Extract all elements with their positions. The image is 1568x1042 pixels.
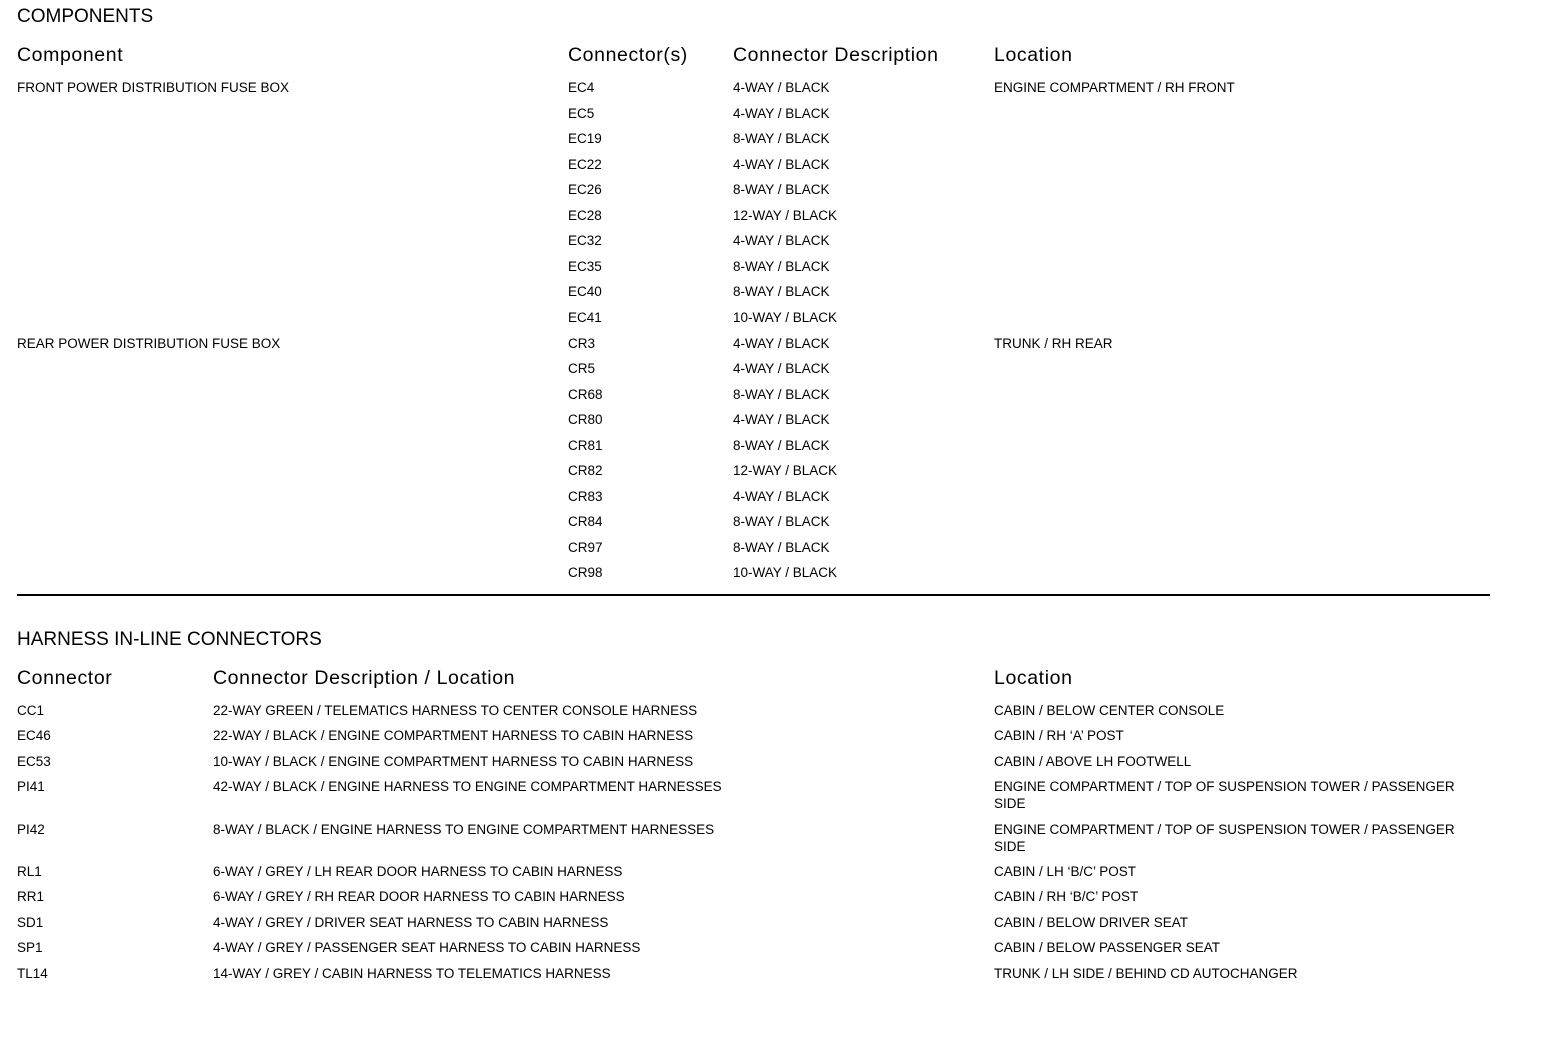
connector-id-cell: EC35	[568, 259, 602, 274]
connector-id-cell: PI42	[17, 822, 45, 837]
connector-description-cell: 42-WAY / BLACK / ENGINE HARNESS TO ENGINE COMPARTMENT HARNESSES	[213, 779, 722, 794]
connector-id-cell: EC4	[568, 80, 595, 95]
connector-id-cell: EC40	[568, 284, 602, 299]
connector-description-cell: 4-WAY / BLACK	[733, 336, 830, 351]
connector-id-cell: RL1	[17, 864, 42, 879]
location-cell: CABIN / RH ‘A’ POST	[994, 728, 1124, 743]
location-cell: CABIN / ABOVE LH FOOTWELL	[994, 754, 1192, 769]
harness-header-description: Connector Description / Location	[213, 667, 516, 689]
location-cell: CABIN / RH ‘B/C’ POST	[994, 889, 1139, 904]
connector-description-cell: 4-WAY / GREY / DRIVER SEAT HARNESS TO CABIN HARNESS	[213, 915, 609, 930]
connector-id-cell: CR3	[568, 336, 596, 351]
location-cell: CABIN / BELOW PASSENGER SEAT	[994, 940, 1221, 955]
connector-id-cell: CR81	[568, 438, 603, 453]
connector-description-cell: 4-WAY / BLACK	[733, 106, 830, 121]
components-header-connectors: Connector(s)	[568, 44, 688, 66]
components-header-description: Connector Description	[733, 44, 939, 66]
connector-id-cell: RR1	[17, 889, 45, 904]
connector-id-cell: CR83	[568, 489, 603, 504]
harness-header-connector: Connector	[17, 667, 113, 689]
connector-id-cell: EC19	[568, 131, 602, 146]
connector-description-cell: 22-WAY GREEN / TELEMATICS HARNESS TO CENTER CONSOLE HARNESS	[213, 703, 698, 718]
connector-id-cell: CC1	[17, 703, 45, 718]
connector-description-cell: 4-WAY / GREY / PASSENGER SEAT HARNESS TO CABIN HARNESS	[213, 940, 641, 955]
connector-description-cell: 4-WAY / BLACK	[733, 489, 830, 504]
connector-id-cell: EC5	[568, 106, 595, 121]
connector-id-cell: CR84	[568, 514, 603, 529]
connector-id-cell: SD1	[17, 915, 44, 930]
connector-description-cell: 8-WAY / BLACK	[733, 387, 830, 402]
connector-id-cell: EC26	[568, 182, 602, 197]
connector-description-cell: 4-WAY / BLACK	[733, 80, 830, 95]
connector-id-cell: EC28	[568, 208, 602, 223]
component-name-cell: REAR POWER DISTRIBUTION FUSE BOX	[17, 336, 281, 351]
connector-description-cell: 4-WAY / BLACK	[733, 233, 830, 248]
connector-description-cell: 12-WAY / BLACK	[733, 463, 838, 478]
connector-id-cell: EC46	[17, 728, 51, 743]
connector-id-cell: SP1	[17, 940, 43, 955]
connector-description-cell: 22-WAY / BLACK / ENGINE COMPARTMENT HARNESS TO CABIN HARNESS	[213, 728, 694, 743]
connector-description-cell: 6-WAY / GREY / RH REAR DOOR HARNESS TO CABIN HARNESS	[213, 889, 625, 904]
location-cell: ENGINE COMPARTMENT / RH FRONT	[994, 80, 1235, 95]
connector-description-cell: 10-WAY / BLACK / ENGINE COMPARTMENT HARNESS TO CABIN HARNESS	[213, 754, 694, 769]
connector-description-cell: 8-WAY / BLACK / ENGINE HARNESS TO ENGINE COMPARTMENT HARNESSES	[213, 822, 715, 837]
components-header-component: Component	[17, 44, 124, 66]
harness-title: HARNESS IN-LINE CONNECTORS	[17, 629, 322, 650]
connector-description-cell: 8-WAY / BLACK	[733, 182, 830, 197]
connector-description-cell: 6-WAY / GREY / LH REAR DOOR HARNESS TO CABIN HARNESS	[213, 864, 623, 879]
connector-id-cell: EC32	[568, 233, 602, 248]
connector-description-cell: 10-WAY / BLACK	[733, 310, 838, 325]
location-cell: CABIN / BELOW CENTER CONSOLE	[994, 703, 1225, 718]
connector-description-cell: 8-WAY / BLACK	[733, 131, 830, 146]
location-cell: CABIN / LH ‘B/C’ POST	[994, 864, 1137, 879]
connector-id-cell: PI41	[17, 779, 45, 794]
connector-description-cell: 8-WAY / BLACK	[733, 540, 830, 555]
components-header-location: Location	[994, 44, 1073, 66]
connector-id-cell: CR97	[568, 540, 603, 555]
connector-description-cell: 4-WAY / BLACK	[733, 412, 830, 427]
connector-id-cell: TL14	[17, 966, 48, 981]
connector-id-cell: EC22	[568, 157, 602, 172]
harness-header-location: Location	[994, 667, 1073, 689]
connector-description-cell: 4-WAY / BLACK	[733, 157, 830, 172]
location-cell: ENGINE COMPARTMENT / TOP OF SUSPENSION TOWER / PASSENGER SIDE	[994, 822, 1455, 854]
component-name-cell: FRONT POWER DISTRIBUTION FUSE BOX	[17, 80, 290, 95]
connector-id-cell: CR98	[568, 565, 603, 580]
connector-id-cell: CR68	[568, 387, 603, 402]
connector-description-cell: 12-WAY / BLACK	[733, 208, 838, 223]
connector-description-cell: 8-WAY / BLACK	[733, 514, 830, 529]
connector-description-cell: 8-WAY / BLACK	[733, 259, 830, 274]
location-cell: TRUNK / LH SIDE / BEHIND CD AUTOCHANGER	[994, 966, 1298, 981]
connector-id-cell: CR5	[568, 361, 596, 376]
location-cell: TRUNK / RH REAR	[994, 336, 1113, 351]
connector-id-cell: CR82	[568, 463, 603, 478]
connector-id-cell: EC53	[17, 754, 51, 769]
connector-id-cell: CR80	[568, 412, 603, 427]
connector-description-cell: 14-WAY / GREY / CABIN HARNESS TO TELEMATICS HARNESS	[213, 966, 611, 981]
connector-description-cell: 10-WAY / BLACK	[733, 565, 838, 580]
connector-description-cell: 8-WAY / BLACK	[733, 284, 830, 299]
components-title: COMPONENTS	[17, 6, 154, 27]
connector-description-cell: 4-WAY / BLACK	[733, 361, 830, 376]
location-cell: ENGINE COMPARTMENT / TOP OF SUSPENSION TOWER / PASSENGER SIDE	[994, 779, 1455, 811]
connector-description-cell: 8-WAY / BLACK	[733, 438, 830, 453]
connector-id-cell: EC41	[568, 310, 602, 325]
section-divider	[17, 594, 1490, 596]
location-cell: CABIN / BELOW DRIVER SEAT	[994, 915, 1189, 930]
